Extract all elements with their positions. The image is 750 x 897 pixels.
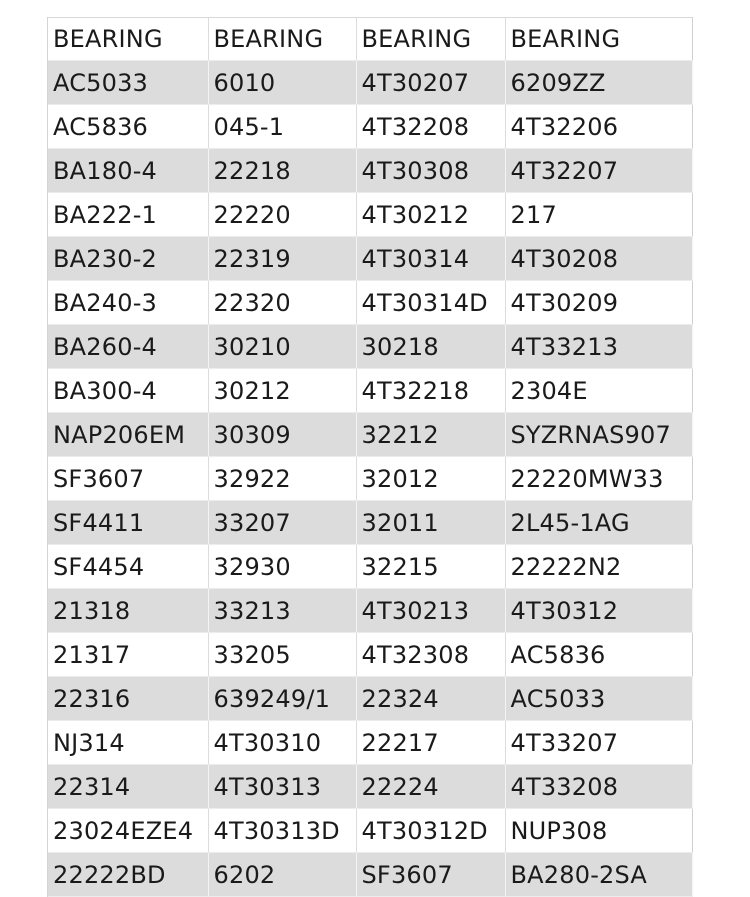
table-row bbox=[48, 589, 692, 633]
table-cell[interactable]: 4T30308 bbox=[356, 149, 505, 193]
table-cell[interactable]: 4T30208 bbox=[505, 237, 692, 281]
table-cell[interactable]: NAP206EM bbox=[48, 413, 208, 457]
column-header[interactable]: BEARING bbox=[505, 18, 692, 61]
table-row bbox=[48, 193, 692, 237]
table-cell[interactable]: 4T33208 bbox=[505, 765, 692, 809]
table-row bbox=[48, 545, 692, 589]
table-row bbox=[48, 61, 692, 105]
table-cell[interactable]: 22324 bbox=[356, 677, 505, 721]
table-cell[interactable]: 22217 bbox=[356, 721, 505, 765]
table-cell[interactable]: AC5836 bbox=[48, 105, 208, 149]
table-cell[interactable]: 4T30314 bbox=[356, 237, 505, 281]
table-row bbox=[48, 413, 692, 457]
table-cell[interactable]: 22224 bbox=[356, 765, 505, 809]
table-cell[interactable]: BA260-4 bbox=[48, 325, 208, 369]
table-cell[interactable]: 22220 bbox=[208, 193, 356, 237]
table-cell[interactable]: BA280-2SA bbox=[505, 853, 692, 897]
table-row bbox=[48, 369, 692, 413]
column-header[interactable]: BEARING bbox=[356, 18, 505, 61]
table-cell[interactable]: 6202 bbox=[208, 853, 356, 897]
table-cell[interactable]: 4T30314D bbox=[356, 281, 505, 325]
table-cell[interactable]: BA222-1 bbox=[48, 193, 208, 237]
bearing-table bbox=[48, 17, 693, 897]
table-cell[interactable]: 4T30310 bbox=[208, 721, 356, 765]
table-cell[interactable]: 4T32207 bbox=[505, 149, 692, 193]
table-cell[interactable]: 22218 bbox=[208, 149, 356, 193]
table-cell[interactable]: 30218 bbox=[356, 325, 505, 369]
column-header[interactable]: BEARING bbox=[48, 18, 208, 61]
table-cell[interactable]: 32930 bbox=[208, 545, 356, 589]
table-cell[interactable]: 32011 bbox=[356, 501, 505, 545]
table-cell[interactable]: SF3607 bbox=[356, 853, 505, 897]
table-cell[interactable]: 22320 bbox=[208, 281, 356, 325]
table-row bbox=[48, 237, 692, 281]
table-cell[interactable]: 22319 bbox=[208, 237, 356, 281]
table-cell[interactable]: SF4411 bbox=[48, 501, 208, 545]
table-cell[interactable]: 21317 bbox=[48, 633, 208, 677]
table-cell[interactable]: BA180-4 bbox=[48, 149, 208, 193]
table-cell[interactable]: 30210 bbox=[208, 325, 356, 369]
table-row bbox=[48, 633, 692, 677]
table-cell[interactable]: 4T32208 bbox=[356, 105, 505, 149]
table-cell[interactable]: 32922 bbox=[208, 457, 356, 501]
table-cell[interactable]: 22222BD bbox=[48, 853, 208, 897]
table-row bbox=[48, 325, 692, 369]
table-cell[interactable]: SF4454 bbox=[48, 545, 208, 589]
table-row bbox=[48, 281, 692, 325]
table-cell[interactable]: 22222N2 bbox=[505, 545, 692, 589]
table-cell[interactable]: 33207 bbox=[208, 501, 356, 545]
table-cell[interactable]: 4T32206 bbox=[505, 105, 692, 149]
table-cell[interactable]: 32215 bbox=[356, 545, 505, 589]
table-cell[interactable]: 22314 bbox=[48, 765, 208, 809]
table-cell[interactable]: 2304E bbox=[505, 369, 692, 413]
table-cell[interactable]: 4T30213 bbox=[356, 589, 505, 633]
table-row bbox=[48, 721, 692, 765]
table-cell[interactable]: 32012 bbox=[356, 457, 505, 501]
table-cell[interactable]: 30212 bbox=[208, 369, 356, 413]
table-row bbox=[48, 765, 692, 809]
table-cell[interactable]: SF3607 bbox=[48, 457, 208, 501]
table-cell[interactable]: 30309 bbox=[208, 413, 356, 457]
table-row bbox=[48, 105, 692, 149]
table-cell[interactable]: 4T30312D bbox=[356, 809, 505, 853]
table-cell[interactable]: AC5033 bbox=[505, 677, 692, 721]
table-row bbox=[48, 677, 692, 721]
table-cell[interactable]: 4T30207 bbox=[356, 61, 505, 105]
table-cell[interactable]: 2L45-1AG bbox=[505, 501, 692, 545]
table-cell[interactable]: 32212 bbox=[356, 413, 505, 457]
table-cell[interactable]: 4T30312 bbox=[505, 589, 692, 633]
table-cell[interactable]: SYZRNAS907 bbox=[505, 413, 692, 457]
bearing-spreadsheet bbox=[47, 17, 692, 897]
table-cell[interactable]: 6209ZZ bbox=[505, 61, 692, 105]
table-cell[interactable]: BA300-4 bbox=[48, 369, 208, 413]
table-cell[interactable]: 22220MW33 bbox=[505, 457, 692, 501]
table-cell[interactable]: 21318 bbox=[48, 589, 208, 633]
table-cell[interactable]: 4T30209 bbox=[505, 281, 692, 325]
table-cell[interactable]: 6010 bbox=[208, 61, 356, 105]
table-cell[interactable]: 639249/1 bbox=[208, 677, 356, 721]
header-row bbox=[48, 18, 692, 61]
table-row bbox=[48, 457, 692, 501]
table-cell[interactable]: 23024EZE4 bbox=[48, 809, 208, 853]
table-cell[interactable]: 4T30212 bbox=[356, 193, 505, 237]
table-cell[interactable]: 4T33207 bbox=[505, 721, 692, 765]
table-cell[interactable]: 33205 bbox=[208, 633, 356, 677]
table-body bbox=[48, 61, 692, 897]
table-cell[interactable]: 217 bbox=[505, 193, 692, 237]
table-cell[interactable]: 4T32218 bbox=[356, 369, 505, 413]
table-cell[interactable]: 33213 bbox=[208, 589, 356, 633]
table-cell[interactable]: NJ314 bbox=[48, 721, 208, 765]
table-row bbox=[48, 853, 692, 897]
table-cell[interactable]: 4T32308 bbox=[356, 633, 505, 677]
table-row bbox=[48, 501, 692, 545]
table-cell[interactable]: 22316 bbox=[48, 677, 208, 721]
table-cell[interactable]: 4T33213 bbox=[505, 325, 692, 369]
table-cell[interactable]: BA230-2 bbox=[48, 237, 208, 281]
table-cell[interactable]: AC5836 bbox=[505, 633, 692, 677]
table-row bbox=[48, 149, 692, 193]
table-cell[interactable]: 4T30313D bbox=[208, 809, 356, 853]
table-row bbox=[48, 809, 692, 853]
table-cell[interactable]: AC5033 bbox=[48, 61, 208, 105]
table-cell[interactable]: 045-1 bbox=[208, 105, 356, 149]
table-cell[interactable]: BA240-3 bbox=[48, 281, 208, 325]
column-header[interactable]: BEARING bbox=[208, 18, 356, 61]
table-cell[interactable]: 4T30313 bbox=[208, 765, 356, 809]
table-cell[interactable]: NUP308 bbox=[505, 809, 692, 853]
table-header bbox=[48, 18, 692, 61]
